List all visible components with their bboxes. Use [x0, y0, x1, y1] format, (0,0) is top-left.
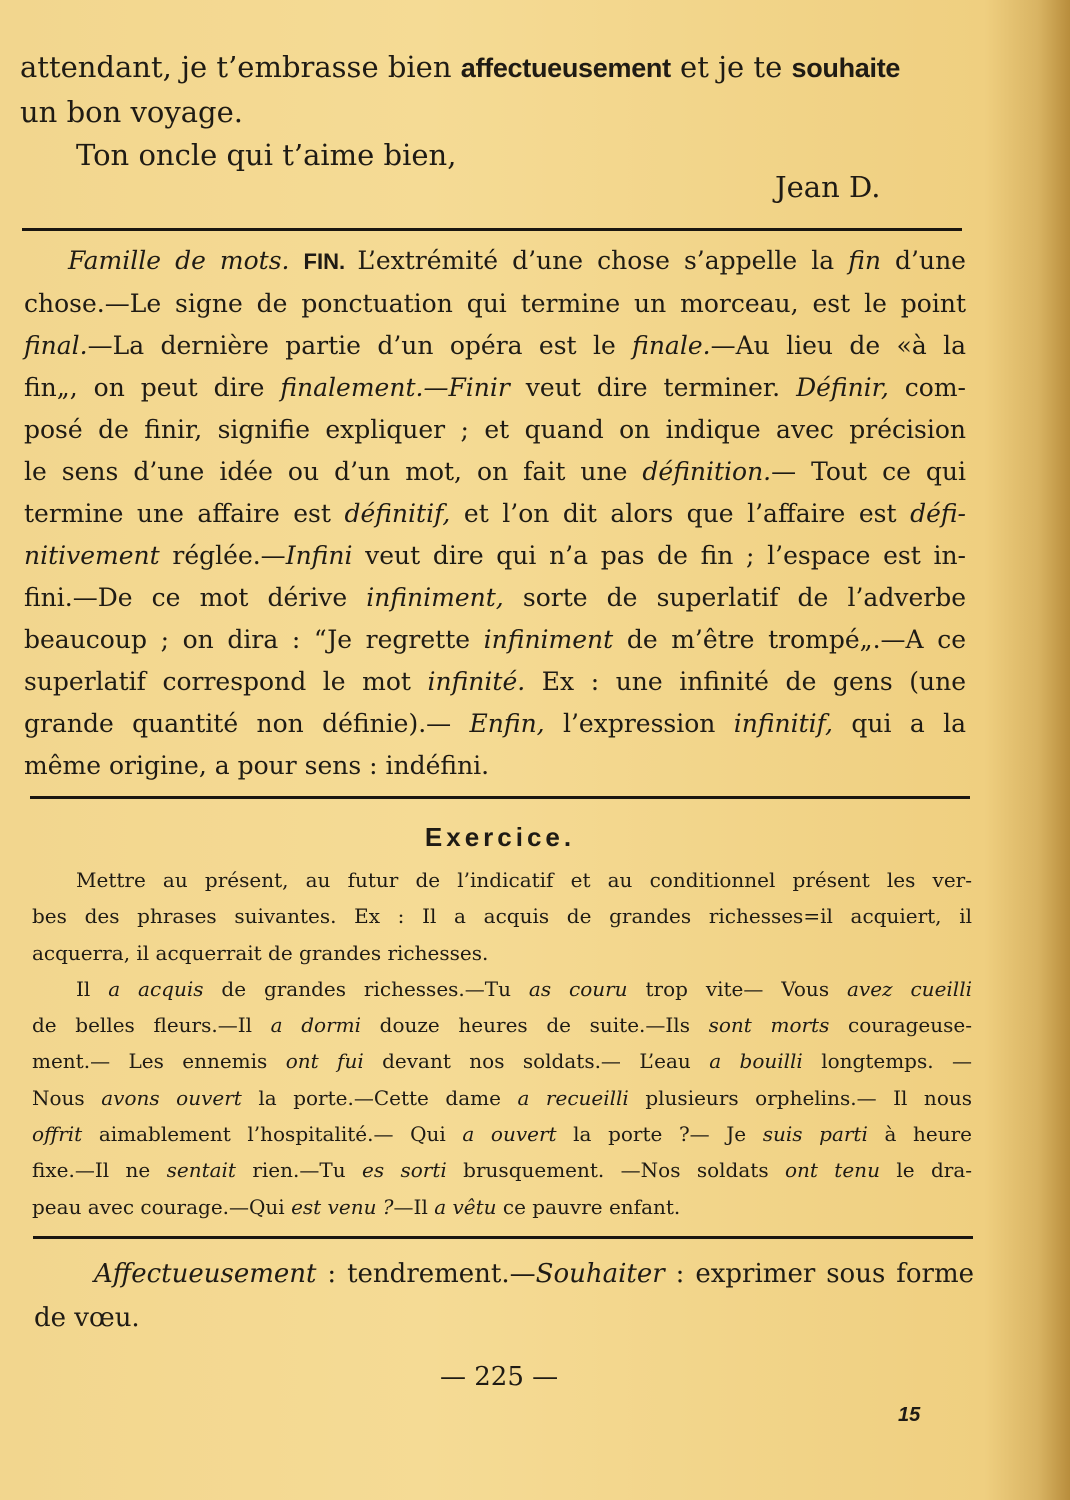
- text-run: courageuse-: [829, 1013, 972, 1038]
- text-line: [34, 1252, 974, 1296]
- text-run: — Tout ce qui: [771, 457, 966, 486]
- text-line: [24, 451, 966, 493]
- italic-term: Souhaiter: [535, 1259, 665, 1289]
- famille-word: FIN.: [303, 249, 358, 274]
- text-run: la porte ?— Je: [556, 1122, 763, 1147]
- text-line: [32, 971, 972, 1007]
- text-run: sorte de superlatif de l’adverbe: [503, 583, 966, 612]
- italic-term: infiniment: [483, 625, 614, 654]
- text-run: com-: [888, 373, 966, 402]
- italic-term: définitif,: [344, 499, 451, 528]
- text-line: [24, 535, 966, 577]
- italic-term: avons ouvert: [101, 1085, 242, 1110]
- letter-text: attendant, je t’embrasse bien: [20, 50, 461, 84]
- italic-term: fin: [848, 246, 881, 275]
- glossary-section: [34, 1252, 974, 1340]
- italic-term: offrit: [32, 1122, 83, 1147]
- text-run: longtemps. —: [802, 1049, 972, 1074]
- text-run: de grandes richesses.—Tu: [203, 976, 529, 1001]
- text-run: veut dire qui n’a pas de fin ; l’espace est in-: [352, 541, 967, 570]
- italic-term: Infini: [285, 541, 353, 570]
- text-run: bes des phrases suivantes. Ex : Il a acquis de grandes richesses=il acquiert, il: [32, 904, 972, 929]
- italic-term: a ouvert: [462, 1122, 557, 1147]
- text-run: posé de finir, signifie expliquer ; et quand on indique avec précision: [24, 415, 966, 444]
- italic-term: finale.: [632, 331, 711, 360]
- text-line: [32, 1080, 972, 1116]
- italic-term: finalement.—Finir: [280, 373, 510, 402]
- text-run: le sens d’une idée ou d’un mot, on fait une: [24, 457, 643, 486]
- text-line: [24, 577, 966, 619]
- text-line: [24, 661, 966, 703]
- letter-signature: Jean D.: [775, 170, 881, 204]
- text-run: ment.— Les ennemis: [32, 1049, 286, 1074]
- italic-term: sentait: [166, 1158, 236, 1183]
- italic-term: as couru: [528, 976, 628, 1001]
- text-run: ce pauvre enfant.: [496, 1194, 681, 1219]
- text-run: le dra-: [879, 1158, 972, 1183]
- text-run: L’extrémité d’une chose s’appelle la: [357, 246, 849, 275]
- letter-line-3: Ton oncle qui t’aime bien,: [76, 138, 457, 172]
- text-run: l’expression: [544, 709, 734, 738]
- text-run: Il: [76, 976, 109, 1001]
- bold-word-affectueusement: affectueusement: [460, 53, 671, 83]
- text-run: même origine, a pour sens : indéfini.: [24, 751, 490, 780]
- italic-term: a bouilli: [709, 1049, 803, 1074]
- text-run: et l’on dit alors que l’affaire est: [450, 499, 911, 528]
- italic-term: es sorti: [362, 1158, 447, 1183]
- italic-term: défi-: [910, 499, 966, 528]
- text-run: chose.—Le signe de ponctuation qui termine un morceau, est le point: [24, 289, 966, 318]
- text-run: —La dernière partie d’un opéra est le: [87, 331, 633, 360]
- text-run: —Au lieu de «à la: [710, 331, 966, 360]
- letter-line-1: [20, 50, 900, 84]
- text-run: fixe.—Il ne: [32, 1158, 167, 1183]
- text-run: rien.—Tu: [235, 1158, 362, 1183]
- text-run: veut dire terminer.: [509, 373, 797, 402]
- text-run: : tendrement.—: [316, 1259, 536, 1289]
- italic-term: final.: [24, 331, 88, 360]
- text-run: à heure: [867, 1122, 972, 1147]
- text-run: beaucoup ; on dira : “Je regrette: [24, 625, 484, 654]
- text-line: [32, 1007, 972, 1043]
- text-run: fini.—De ce mot dérive: [24, 583, 367, 612]
- text-run: douze heures de suite.—Ils: [361, 1013, 709, 1038]
- text-run: d’une: [880, 246, 966, 275]
- text-run: Mettre au présent, au futur de l’indicatif et au conditionnel présent les ver-: [76, 868, 972, 892]
- text-run: réglée.—: [159, 541, 286, 570]
- text-run: termine une affaire est: [24, 499, 345, 528]
- italic-term: est venu ?: [291, 1194, 394, 1219]
- text-run: Ex : une infinité de gens (une: [525, 667, 966, 696]
- text-run: brusquement. —Nos soldats: [446, 1158, 785, 1183]
- exercice-section: [32, 862, 972, 1225]
- famille-section: [24, 240, 966, 787]
- text-line: [32, 1116, 972, 1152]
- text-run: —Il: [393, 1194, 435, 1219]
- text-line: [34, 1296, 974, 1340]
- text-line: [24, 619, 966, 661]
- italic-term: a vêtu: [434, 1194, 497, 1219]
- text-line: [24, 283, 966, 325]
- text-line: [32, 1043, 972, 1079]
- italic-term: ont tenu: [784, 1158, 880, 1183]
- text-run: peau avec courage.—Qui: [32, 1194, 292, 1219]
- text-run: fin„, on peut dire: [24, 373, 281, 402]
- italic-term: a recueilli: [517, 1085, 629, 1110]
- text-run: grande quantité non définie).—: [24, 709, 470, 738]
- text-line: [32, 1189, 972, 1225]
- text-line: [24, 703, 966, 745]
- italic-term: a dormi: [270, 1013, 362, 1038]
- italic-term: a acquis: [108, 976, 204, 1001]
- text-run: Nous: [32, 1085, 102, 1110]
- text-line: [24, 325, 966, 367]
- divider-1: [22, 228, 962, 231]
- text-run: devant nos soldats.— L’eau: [363, 1049, 710, 1074]
- text-line: [24, 409, 966, 451]
- bold-word-souhaite: souhaite: [791, 53, 901, 83]
- famille-label: Famille de mots.: [68, 246, 304, 275]
- letter-line-2: un bon voyage.: [20, 95, 243, 129]
- italic-term: définition.: [642, 457, 772, 486]
- italic-term: suis parti: [762, 1122, 868, 1147]
- letter-text: et je te: [670, 50, 792, 84]
- text-run: la porte.—Cette dame: [241, 1085, 518, 1110]
- text-line: [32, 935, 972, 971]
- text-line: [24, 745, 966, 787]
- page-number: — 225 —: [440, 1362, 559, 1392]
- signature-mark: 15: [898, 1404, 921, 1426]
- text-run: de vœu.: [34, 1303, 140, 1333]
- text-run: : exprimer sous forme: [664, 1259, 974, 1289]
- italic-term: sont morts: [708, 1013, 830, 1038]
- text-line: [24, 240, 966, 283]
- text-run: superlatif correspond le mot: [24, 667, 428, 696]
- divider-2: [30, 796, 970, 799]
- italic-term: Définir,: [796, 373, 889, 402]
- text-run: trop vite— Vous: [627, 976, 847, 1001]
- italic-term: infiniment,: [366, 583, 504, 612]
- text-run: aimablement l’hospitalité.— Qui: [82, 1122, 463, 1147]
- text-line: [24, 493, 966, 535]
- text-line: [24, 367, 966, 409]
- text-line: [32, 862, 972, 898]
- text-line: [32, 1152, 972, 1188]
- text-run: de belles fleurs.—Il: [32, 1013, 271, 1038]
- text-run: plusieurs orphelins.— Il nous: [628, 1085, 973, 1110]
- divider-3: [33, 1236, 973, 1239]
- exercice-title: Exercice.: [424, 822, 576, 852]
- italic-term: Affectueusement: [94, 1259, 317, 1289]
- text-run: de m’être trompé„.—A ce: [613, 625, 966, 654]
- italic-term: nitivement: [24, 541, 160, 570]
- italic-term: ont fui: [285, 1049, 364, 1074]
- text-run: acquerra, il acquerrait de grandes richesses.: [32, 940, 489, 965]
- italic-term: infinitif,: [733, 709, 833, 738]
- text-line: [32, 898, 972, 934]
- text-run: qui a la: [832, 709, 966, 738]
- italic-term: avez cueilli: [846, 976, 972, 1001]
- italic-term: infinité.: [427, 667, 526, 696]
- italic-term: Enfin,: [469, 709, 545, 738]
